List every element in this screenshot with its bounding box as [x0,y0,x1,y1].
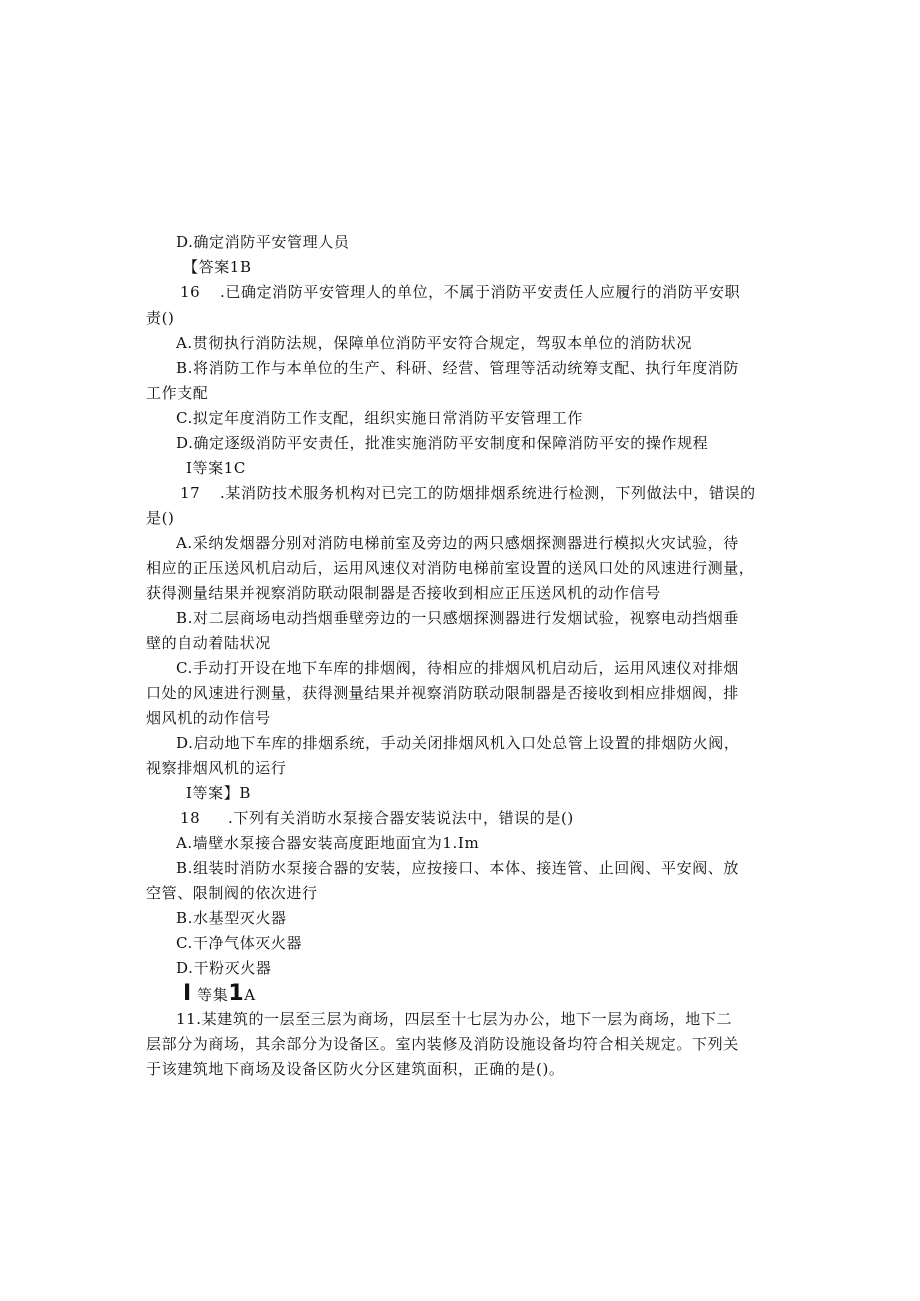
question-17-cont: 是() [146,509,175,527]
option-b-q18-cont: 空管、限制阀的依次进行 [146,884,318,902]
question-16 [180,283,740,301]
question-11-cont1: 层部分为商场，其余部分为设备区。室内装修及消防设施设备均符合相关规定。下列关 [146,1035,739,1053]
option-d-extinguisher: D.干粉灭火器 [176,959,272,977]
option-a-q18: A.墙壁水泵接合器安装高度距地面宜为1.Im [176,834,480,852]
option-d-q15: D.确定消防平安管理人员 [176,233,350,251]
question-16-cont: 责() [146,309,175,327]
option-a-q17-cont1: 相应的正压送风机启动后，运用风速仪对消防电梯前室设置的送风口处的风速进行测量， [146,559,755,577]
answer-q15: 【答案1B [183,258,252,276]
option-a-q16: A.贯彻执行消防法规，保障单位消防平安符合规定，驾驭本单位的消防状况 [176,334,693,352]
question-text: .某消防技术服务机构对已完工的防烟排烟系统进行检测，下列做法中，错误的 [220,484,756,502]
question-text: .已确定消防平安管理人的单位，不属于消防平安责任人应履行的消防平安职 [220,283,741,301]
answer-q16: I等案1C [186,459,246,477]
option-d-q17: D.启动地下车库的排烟系统，手动关闭排烟风机入口处总管上设置的排烟防火阀， [176,734,740,752]
answer-letter: A [244,986,256,1004]
question-number: 16 [180,283,201,301]
answer-mark: I [183,981,192,1006]
option-b-extinguisher: B.水基型灭火器 [176,909,287,927]
option-c-q16: C.拟定年度消防工作支配，组织实施日常消防平安管理工作 [176,409,583,427]
question-number: 18 [180,809,201,827]
option-a-q17: A.采纳发烟器分别对消防电梯前室及旁边的两只感烟探测器进行模拟火灾试验，待 [176,534,739,552]
answer-label: 等集 [197,986,229,1004]
option-a-q17-cont2: 获得测量结果并视察消防联动限制器是否接收到相应正压送风机的动作信号 [146,584,661,602]
question-11-cont2: 于该建筑地下商场及设备区防火分区建筑面积，正确的是()。 [146,1060,565,1078]
question-text: .下列有关消昉水泵接合器安装说法中，错误的是() [228,809,574,827]
option-c-q17-cont1: 口处的风速进行测量，获得测量结果并视察消防联动限制器是否接收到相应排烟阀，排 [146,684,739,702]
question-number: 17 [180,484,201,502]
option-d-q17-cont: 视察排烟风机的运行 [146,759,287,777]
question-18 [180,809,574,827]
question-11: 11.某建筑的一层至三层为商场，四层至十七层为办公，地下一层为商场，地下二 [176,1010,733,1028]
option-c-extinguisher: C.干净气体灭火器 [176,934,303,952]
option-b-q17-cont: 壁的自动着陆状况 [146,634,271,652]
option-c-q17: C.手动打开设在地下车库的排烟阀，待相应的排烟风机启动后，运用风速仪对排烟 [176,659,739,677]
answer-number: 1 [228,981,245,1006]
option-b-q17: B.对二层商场电动挡烟垂壁旁边的一只感烟探测器进行发烟试验，视察电动挡烟垂 [176,609,739,627]
question-17 [180,484,756,502]
option-d-q16: D.确定逐级消防平安责任，批准实施消防平安制度和保障消防平安的操作规程 [176,434,709,452]
option-c-q17-cont2: 烟风机的动作信号 [146,709,271,727]
option-b-q16: B.将消防工作与本单位的生产、科研、经营、管理等活动统筹支配、执行年度消防 [176,359,739,377]
option-b-q16-cont: 工作支配 [146,384,209,402]
option-b-q18: B.组装时消防水泵接合器的安装，应按接口、本体、接连管、止回阀、平安阀、放 [176,859,739,877]
answer-q17: I等案】B [186,784,251,802]
answer-q18 [183,982,256,1007]
